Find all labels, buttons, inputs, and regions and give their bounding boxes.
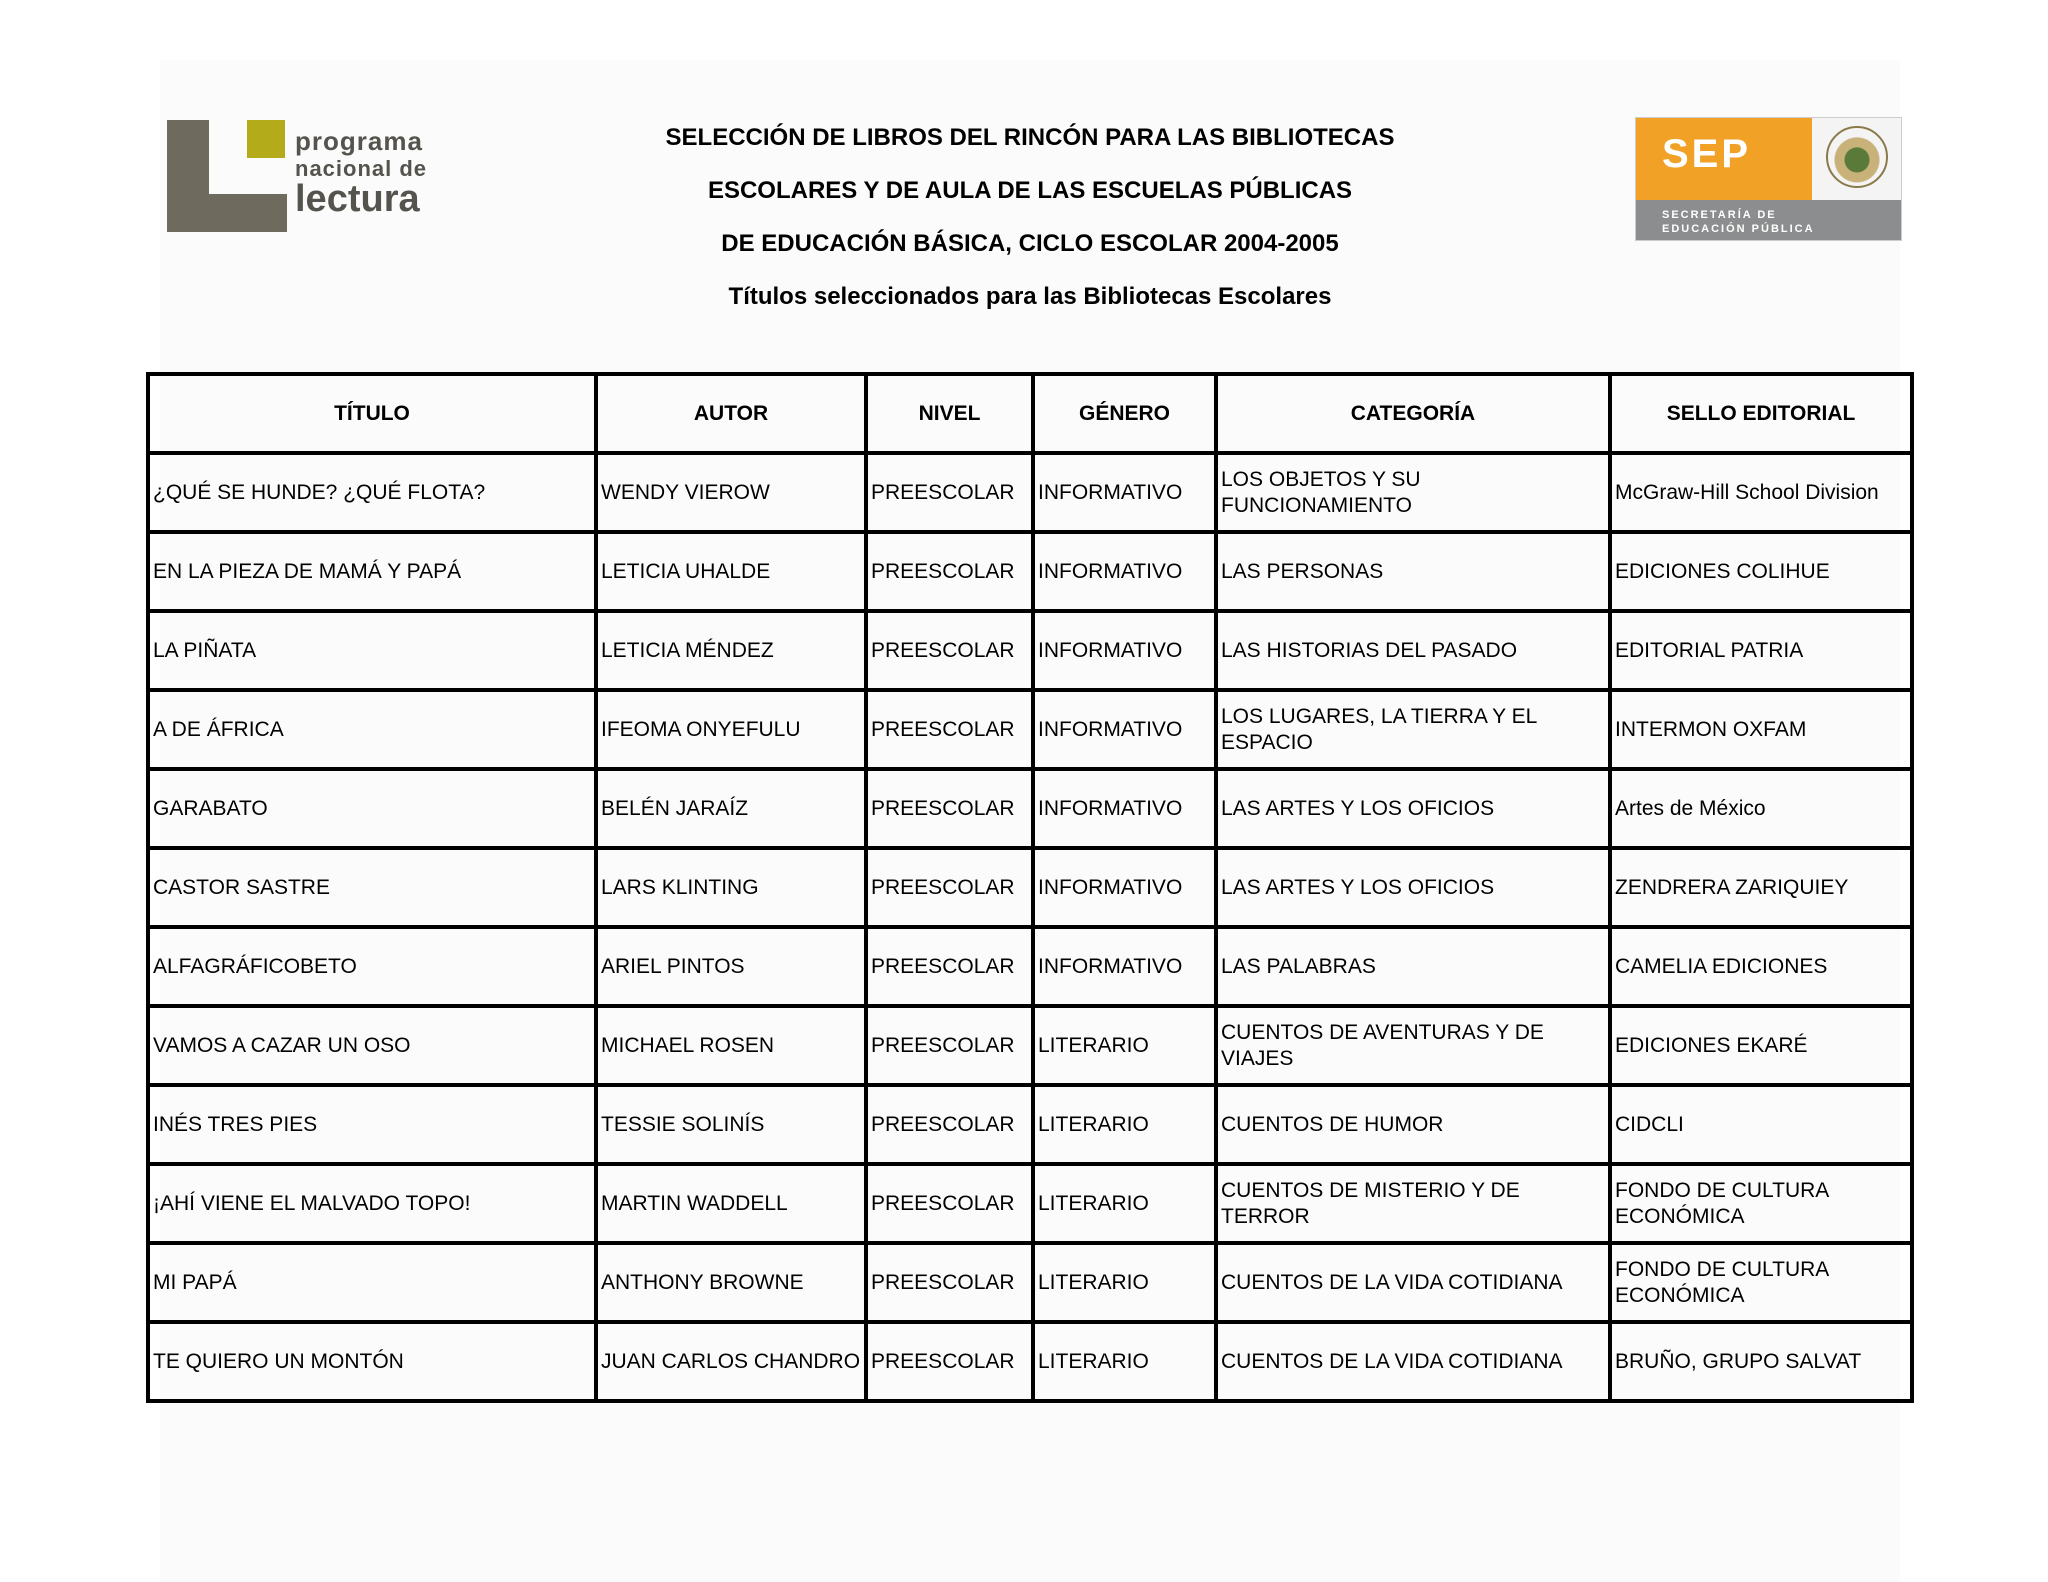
cell-categoria: LOS OBJETOS Y SU FUNCIONAMIENTO <box>1216 453 1610 532</box>
sep-seal-area <box>1812 118 1901 200</box>
cell-categoria: CUENTOS DE MISTERIO Y DE TERROR <box>1216 1164 1610 1243</box>
header-subtitle: Títulos seleccionados para las Bibliotecas Escolares <box>728 283 1332 310</box>
cell-titulo: ALFAGRÁFICOBETO <box>148 927 596 1006</box>
cell-genero: INFORMATIVO <box>1033 927 1216 1006</box>
cell-genero: INFORMATIVO <box>1033 611 1216 690</box>
cell-nivel: PREESCOLAR <box>866 769 1033 848</box>
cell-autor: ANTHONY BROWNE <box>596 1243 866 1322</box>
cell-nivel: PREESCOLAR <box>866 453 1033 532</box>
column-header-autor: AUTOR <box>596 374 866 453</box>
table-row <box>148 1164 1912 1243</box>
cell-titulo: INÉS TRES PIES <box>148 1085 596 1164</box>
cell-sello-editorial: ZENDRERA ZARIQUIEY <box>1610 848 1912 927</box>
table-row <box>148 1006 1912 1085</box>
cell-nivel: PREESCOLAR <box>866 1243 1033 1322</box>
cell-titulo: TE QUIERO UN MONTÓN <box>148 1322 596 1401</box>
table-row <box>148 1243 1912 1322</box>
cell-autor: ARIEL PINTOS <box>596 927 866 1006</box>
cell-nivel: PREESCOLAR <box>866 848 1033 927</box>
header-line-1: SELECCIÓN DE LIBROS DEL RINCÓN PARA LAS BIBLIOTECAS <box>665 124 1395 151</box>
cell-nivel: PREESCOLAR <box>866 1006 1033 1085</box>
sep-logo-sub2: EDUCACIÓN PÚBLICA <box>1662 223 1815 235</box>
cell-sello-editorial: CIDCLI <box>1610 1085 1912 1164</box>
cell-sello-editorial: FONDO DE CULTURA ECONÓMICA <box>1610 1243 1912 1322</box>
cell-titulo: ¿QUÉ SE HUNDE? ¿QUÉ FLOTA? <box>148 453 596 532</box>
cell-autor: JUAN CARLOS CHANDRO <box>596 1322 866 1401</box>
column-header-sello-editorial: SELLO EDITORIAL <box>1610 374 1912 453</box>
column-header-categoria: CATEGORÍA <box>1216 374 1610 453</box>
cell-categoria: CUENTOS DE LA VIDA COTIDIANA <box>1216 1322 1610 1401</box>
cell-titulo: LA PIÑATA <box>148 611 596 690</box>
cell-autor: LETICIA MÉNDEZ <box>596 611 866 690</box>
cell-autor: TESSIE SOLINÍS <box>596 1085 866 1164</box>
cell-genero: LITERARIO <box>1033 1322 1216 1401</box>
cell-categoria: LAS ARTES Y LOS OFICIOS <box>1216 848 1610 927</box>
cell-genero: LITERARIO <box>1033 1164 1216 1243</box>
cell-sello-editorial: CAMELIA EDICIONES <box>1610 927 1912 1006</box>
table-header-row <box>148 374 1912 453</box>
document-header <box>530 118 1530 330</box>
cell-titulo: GARABATO <box>148 769 596 848</box>
cell-sello-editorial: EDICIONES COLIHUE <box>1610 532 1912 611</box>
cell-categoria: LAS PALABRAS <box>1216 927 1610 1006</box>
cell-genero: INFORMATIVO <box>1033 532 1216 611</box>
cell-categoria: LAS PERSONAS <box>1216 532 1610 611</box>
cell-sello-editorial: EDITORIAL PATRIA <box>1610 611 1912 690</box>
cell-nivel: PREESCOLAR <box>866 927 1033 1006</box>
logo-text-line1: programa <box>295 126 423 156</box>
table-row <box>148 690 1912 769</box>
cell-nivel: PREESCOLAR <box>866 1164 1033 1243</box>
cell-categoria: CUENTOS DE LA VIDA COTIDIANA <box>1216 1243 1610 1322</box>
cell-autor: MICHAEL ROSEN <box>596 1006 866 1085</box>
column-header-genero: GÉNERO <box>1033 374 1216 453</box>
cell-genero: LITERARIO <box>1033 1085 1216 1164</box>
programa-nacional-lectura-logo <box>167 118 447 234</box>
table-row <box>148 1085 1912 1164</box>
table-row <box>148 532 1912 611</box>
logo-bar-horizontal <box>167 194 287 232</box>
cell-autor: MARTIN WADDELL <box>596 1164 866 1243</box>
cell-nivel: PREESCOLAR <box>866 1322 1033 1401</box>
sep-logo-sub1: SECRETARÍA DE <box>1662 209 1777 221</box>
books-table <box>146 372 1914 1403</box>
cell-categoria: CUENTOS DE AVENTURAS Y DE VIAJES <box>1216 1006 1610 1085</box>
sep-logo <box>1635 117 1902 241</box>
table-row <box>148 927 1912 1006</box>
table-row <box>148 1322 1912 1401</box>
cell-autor: IFEOMA ONYEFULU <box>596 690 866 769</box>
logo-square <box>247 120 285 158</box>
cell-titulo: ¡AHÍ VIENE EL MALVADO TOPO! <box>148 1164 596 1243</box>
cell-autor: BELÉN JARAÍZ <box>596 769 866 848</box>
cell-autor: WENDY VIEROW <box>596 453 866 532</box>
cell-genero: INFORMATIVO <box>1033 848 1216 927</box>
cell-genero: INFORMATIVO <box>1033 453 1216 532</box>
sep-logo-gray-block <box>1636 200 1901 240</box>
mexico-seal-icon <box>1826 126 1888 188</box>
cell-nivel: PREESCOLAR <box>866 690 1033 769</box>
cell-nivel: PREESCOLAR <box>866 611 1033 690</box>
cell-sello-editorial: BRUÑO, GRUPO SALVAT <box>1610 1322 1912 1401</box>
table-row <box>148 453 1912 532</box>
cell-sello-editorial: FONDO DE CULTURA ECONÓMICA <box>1610 1164 1912 1243</box>
cell-sello-editorial: EDICIONES EKARÉ <box>1610 1006 1912 1085</box>
cell-titulo: A DE ÁFRICA <box>148 690 596 769</box>
cell-nivel: PREESCOLAR <box>866 532 1033 611</box>
cell-autor: LETICIA UHALDE <box>596 532 866 611</box>
cell-nivel: PREESCOLAR <box>866 1085 1033 1164</box>
cell-genero: INFORMATIVO <box>1033 769 1216 848</box>
cell-categoria: LAS HISTORIAS DEL PASADO <box>1216 611 1610 690</box>
cell-sello-editorial: McGraw-Hill School Division <box>1610 453 1912 532</box>
header-line-2: ESCOLARES Y DE AULA DE LAS ESCUELAS PÚBLICAS <box>707 177 1353 204</box>
column-header-nivel: NIVEL <box>866 374 1033 453</box>
cell-sello-editorial: Artes de México <box>1610 769 1912 848</box>
table-row <box>148 769 1912 848</box>
cell-titulo: MI PAPÁ <box>148 1243 596 1322</box>
cell-autor: LARS KLINTING <box>596 848 866 927</box>
logo-text-line3: lectura <box>295 178 420 220</box>
cell-categoria: LAS ARTES Y LOS OFICIOS <box>1216 769 1610 848</box>
cell-titulo: EN LA PIEZA DE MAMÁ Y PAPÁ <box>148 532 596 611</box>
column-header-titulo: TÍTULO <box>148 374 596 453</box>
cell-genero: INFORMATIVO <box>1033 690 1216 769</box>
cell-sello-editorial: INTERMON OXFAM <box>1610 690 1912 769</box>
logo-text-line2: nacional de <box>295 156 428 181</box>
sep-logo-orange-block <box>1636 118 1812 200</box>
cell-titulo: CASTOR SASTRE <box>148 848 596 927</box>
table-row <box>148 848 1912 927</box>
sep-logo-brand: SEP <box>1662 132 1752 176</box>
cell-genero: LITERARIO <box>1033 1243 1216 1322</box>
cell-titulo: VAMOS A CAZAR UN OSO <box>148 1006 596 1085</box>
cell-genero: LITERARIO <box>1033 1006 1216 1085</box>
table-row <box>148 611 1912 690</box>
header-line-3: DE EDUCACIÓN BÁSICA, CICLO ESCOLAR 2004-2005 <box>721 230 1339 257</box>
cell-categoria: LOS LUGARES, LA TIERRA Y EL ESPACIO <box>1216 690 1610 769</box>
cell-categoria: CUENTOS DE HUMOR <box>1216 1085 1610 1164</box>
